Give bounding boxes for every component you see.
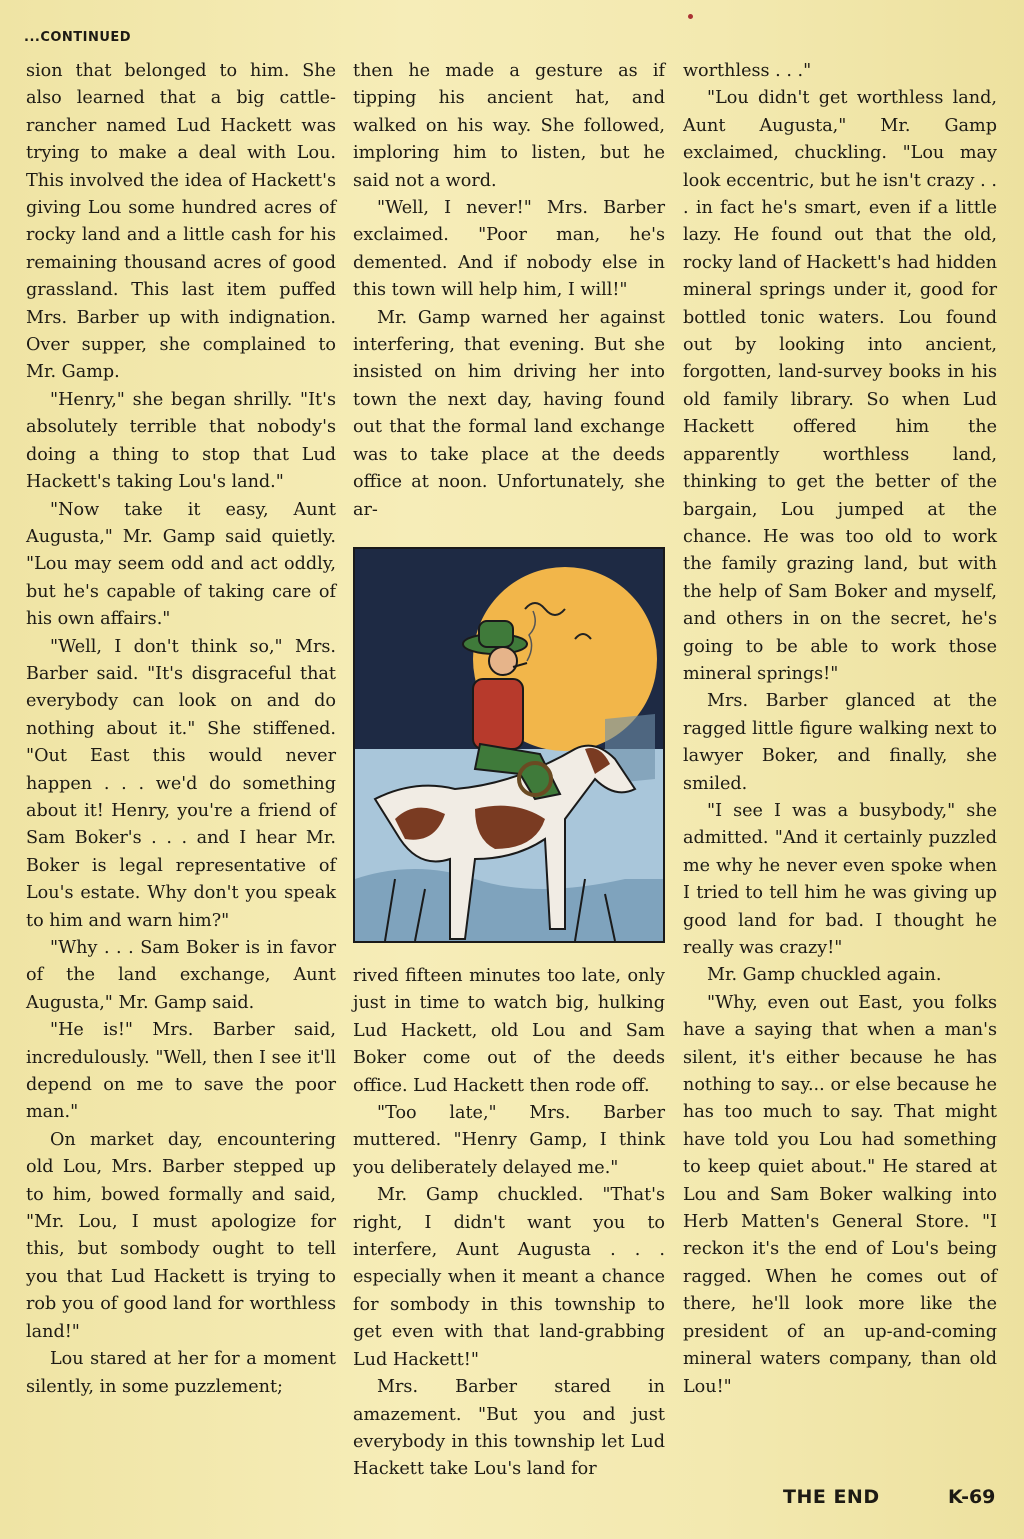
paragraph: Mr. Gamp chuckled. "That's right, I didn't want you to interfere, Aunt Augusta . . . especially when it meant a chance for sombody in this township to get even with that land-grabbing Lud Hackett!" (353, 1185, 665, 1370)
paragraph: sion that belonged to him. She also learned that a big cattle-rancher named Lud Hackett was trying to make a deal with Lou. This involved the idea of Hackett's giving Lou some hundred acres of rocky land and a little cash for his remaining thousand acres of good grassland. This last item puffed Mrs. Barber up with indignation. Over supper, she complained to Mr. Gamp. (26, 61, 336, 383)
paragraph: "Well, I don't think so," Mrs. Barber said. "It's disgraceful that everybody can look on and do nothing about it." She stiffened. "Out East this would never happen . . . we'd do something about it! Henry, you're a friend of Sam Boker's . . . and I hear Mr. Boker is legal representative of Lou's estate. Why don't you speak to him and warn him?" (26, 636, 336, 931)
paragraph: "Well, I never!" Mrs. Barber exclaimed. "Poor man, he's demented. And if nobody else in this town will help him, I will!" (353, 198, 665, 301)
paragraph: "I see I was a busybody," she admitted. "And it certainly puzzled me why he never even spoke when I tried to tell him he was giving up good land for bad. I thought he really was crazy!" (683, 800, 997, 958)
column-2-top (353, 58, 665, 524)
paragraph: Lou stared at her for a moment silently, in some puzzlement; (26, 1349, 336, 1397)
column-1 (26, 58, 336, 1401)
paragraph: "He is!" Mrs. Barber said, incredulously. "Well, then I see it'll depend on me to save the poor man." (26, 1020, 336, 1123)
paragraph: On market day, encountering old Lou, Mrs. Barber stepped up to him, bowed formally and said, "Mr. Lou, I must apologize for this, but sombody ought to tell you that Lud Hackett is trying to rob you of good land for worthless land!" (26, 1129, 336, 1342)
paragraph: "Too late," Mrs. Barber muttered. "Henry Gamp, I think you deliberately delayed me." (353, 1103, 665, 1178)
paragraph: "Lou didn't get worthless land, Aunt Augusta," Mr. Gamp exclaimed, chuckling. "Lou may look eccentric, but he isn't crazy . . . in fact he's smart, even if a little lazy. He found out that the old, rocky land of Hackett's had hidden mineral springs under it, good for bottled tonic waters. Lou found out by looking into ancient, forgotten, land-survey books in his old family library. So when Lud Hackett offered him the apparently worthless land, thinking to get the better of the bargain, Lou jumped at the chance. He was too old to work the family grazing land, but with the help of Sam Boker and myself, and others in on the secret, he's going to be able to work those mineral springs!" (683, 88, 997, 684)
paragraph: worthless . . ." (683, 61, 812, 81)
illustration-cowboy-on-horse (353, 547, 665, 943)
paragraph: "Why, even out East, you folks have a saying that when a man's silent, it's either because he has nothing to say... or else because he has too much to say. That might have told you Lou had something to keep quiet about." He stared at Lou and Sam Boker walking into Herb Matten's General Store. "I reckon it's the end of Lou's being ragged. When he comes out of there, he'll look more like the president of an up-and-coming mineral waters company, than old Lou!" (683, 992, 997, 1397)
paragraph: rived fifteen minutes too late, only just in time to watch big, hulking Lud Hackett, old Lou and Sam Boker come out of the deeds office. Lud Hackett then rode off. (353, 966, 665, 1096)
column-3 (683, 58, 997, 1401)
paragraph: then he made a gesture as if tipping his ancient hat, and walked on his way. She followed, imploring him to listen, but he said not a word. (353, 61, 665, 191)
paragraph: "Henry," she began shrilly. "It's absolutely terrible that nobody's doing a thing to stop that Lud Hackett's taking Lou's land." (26, 389, 336, 493)
the-end-label: THE END (783, 1486, 880, 1508)
page-code: K-69 (948, 1486, 996, 1508)
continued-label: ...CONTINUED (24, 30, 132, 45)
print-speck (688, 14, 693, 19)
paragraph: Mr. Gamp chuckled again. (707, 965, 942, 986)
paragraph: "Why . . . Sam Boker is in favor of the land exchange, Aunt Augusta," Mr. Gamp said. (26, 938, 336, 1013)
paragraph: Mrs. Barber glanced at the ragged little figure walking next to lawyer Boker, and finally, she smiled. (683, 691, 997, 794)
paragraph: "Now take it easy, Aunt Augusta," Mr. Gamp said quietly. "Lou may seem odd and act oddly, but he's capable of taking care of his own affairs." (26, 499, 336, 630)
paragraph: Mrs. Barber stared in amazement. "But you and just everybody in this township let Lud Hackett take Lou's land for (353, 1377, 665, 1480)
cowboy-illustration (355, 549, 663, 941)
paragraph: Mr. Gamp warned her against interfering, that evening. But she insisted on him driving her into town the next day, having found out that the formal land exchange was to take place at the deeds office at noon. Unfortunately, she ar- (353, 307, 665, 520)
column-2-bottom (353, 963, 665, 1484)
